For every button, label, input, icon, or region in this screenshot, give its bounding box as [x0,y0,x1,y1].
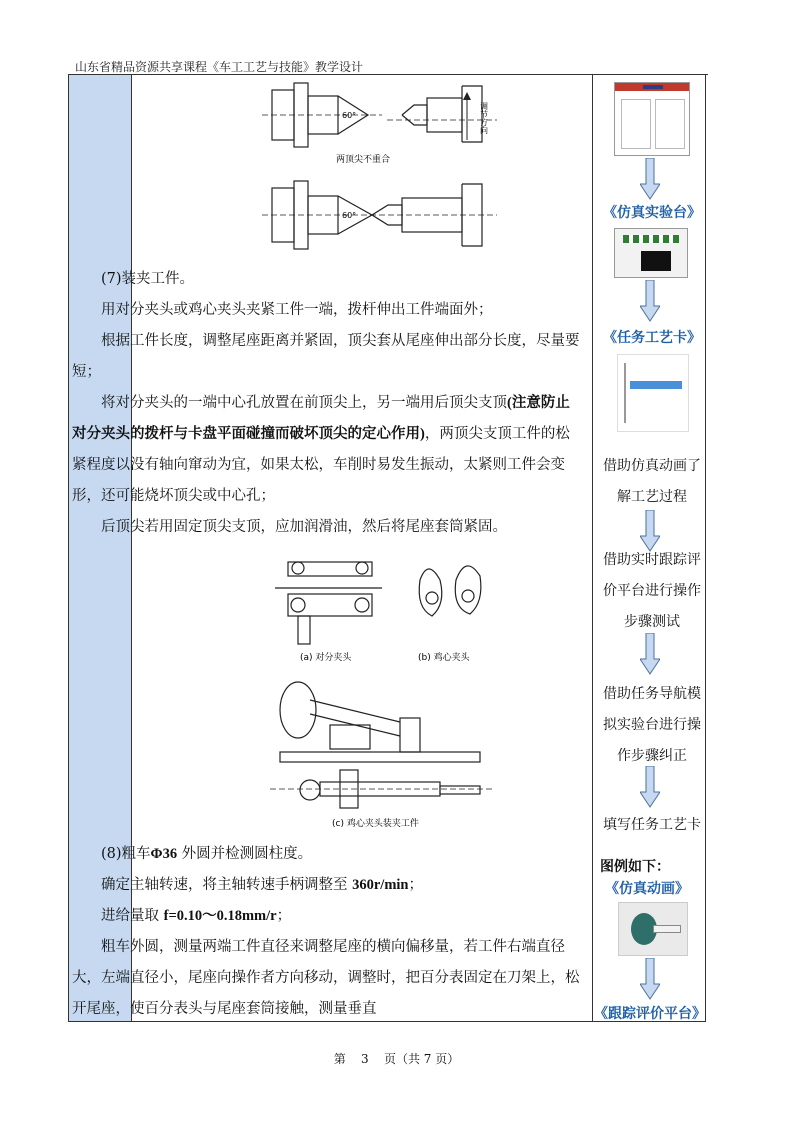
task-card-link[interactable]: 《任务工艺卡》 [603,330,701,346]
note-navigation-correct: 借助任务导航模拟实验台进行操作步骤纠正 [603,686,701,764]
figure-clamps [270,550,500,668]
figure-lathe-mounting [270,670,500,832]
step8-para2 [72,901,580,932]
step7-title: (7)装夹工件。 [101,271,195,287]
step8-para1-pre: 确定主轴转速，将主轴转速手柄调整至 [101,877,353,893]
sim-animation-thumbnail[interactable] [618,902,688,956]
clamp-caption-b: (b) 鸡心夹头 [418,653,470,663]
step8-title-post: 外圆并检测圆柱度。 [177,846,313,862]
footer-prefix: 第 [333,1052,346,1066]
note-tracking-test: 借助实时跟踪评价平台进行操作步骤测试 [603,552,701,630]
page-number: 3 [361,1052,369,1066]
step7-para3-c: ，两顶尖支顶工件的松紧程度以没有轴向窜动为宜，如果太松，车削时易发生振动，太紧则工件会变形，还可能烧坏顶尖或中心孔； [72,426,570,504]
step7-para3-a: 将对分夹头的一端中心孔放置在前顶尖上，另一端用后顶尖支顶 [101,395,507,411]
thumb-panel-right [655,99,685,149]
task-card-thumbnail[interactable] [614,228,688,278]
thumb-viewport [641,251,671,271]
step8-para2-post: ； [276,908,292,924]
sim-lab-link[interactable]: 《仿真实验台》 [603,205,701,221]
step7-para1: 用对分夹头或鸡心夹头夹紧工件一端，拨杆伸出工件端面外； [101,302,493,318]
figure-centers-misaligned [262,80,502,170]
offset-direction-label: 调节方向 [479,102,489,134]
step8-para1 [72,870,580,901]
figure-caption-misaligned: 两顶尖不重合 [336,155,391,165]
tracking-platform-link[interactable]: 《跟踪评价平台》 [594,1006,706,1022]
document-header: 山东省精品资源共享课程《车工工艺与技能》教学设计 [75,60,364,74]
note-sim-animation: 借助仿真动画了解工艺过程 [603,458,701,505]
note-fill-card: 填写任务工艺卡 [603,817,701,833]
figure-centers-aligned [262,178,502,258]
step7-para4: 后顶尖若用固定顶尖支顶，应加润滑油，然后将尾座套筒紧固。 [101,519,507,535]
down-arrow-icon [640,958,660,1000]
thumb-bar [630,381,682,389]
angle-label-1: 60° [342,111,357,120]
down-arrow-icon [640,766,660,808]
down-arrow-icon [640,158,660,200]
thumb-toolbar [623,235,679,243]
process-card-thumbnail[interactable] [617,354,689,432]
thumb-workpiece [653,925,681,933]
thumb-logo [643,85,663,89]
sim-animation-link[interactable]: 《仿真动画》 [605,881,689,897]
step8-title [72,839,580,870]
step7-para3 [72,388,580,512]
step7-para2: 根据工件长度，调整尾座距离并紧固，顶尖套从尾座伸出部分长度，尽量要短； [72,333,580,380]
legend-title: 图例如下： [600,859,670,875]
sim-lab-thumbnail[interactable] [614,82,690,156]
down-arrow-icon [640,633,660,675]
step8-para1-post: ； [408,877,423,893]
clamp-caption-a: (a) 对分夹头 [300,653,352,663]
footer-suffix: 页（共 7 页） [383,1052,460,1066]
step8-title-pre: (8)粗车 [101,846,151,862]
thumb-panel-left [621,99,651,149]
step7-para3-note: (注意防止对分夹头的拨杆与卡盘平面碰撞而破坏顶尖的定心作用) [72,395,570,442]
down-arrow-icon [640,280,660,322]
feed-rate: f=0.10～0.18mm/r [163,908,277,924]
step8-para3: 粗车外圆，测量两端工件直径来调整尾座的横向偏移量，若工件右端直径大，左端直径小，尾座向操作者方向移动，调整时，把百分表固定在刀架上，松开尾座，使百分表头与尾座套筒接触，测量垂直 [72,939,580,1017]
spindle-speed: 360r/min [352,877,409,893]
thumb-line [624,363,626,423]
step8-title-diameter: Φ36 [150,846,178,862]
clamp-caption-c: (c) 鸡心夹头装夹工件 [332,819,419,829]
page-footer [0,1050,793,1067]
angle-label-2: 60° [342,211,357,220]
step8-para2-pre: 进给量取 [101,908,164,924]
